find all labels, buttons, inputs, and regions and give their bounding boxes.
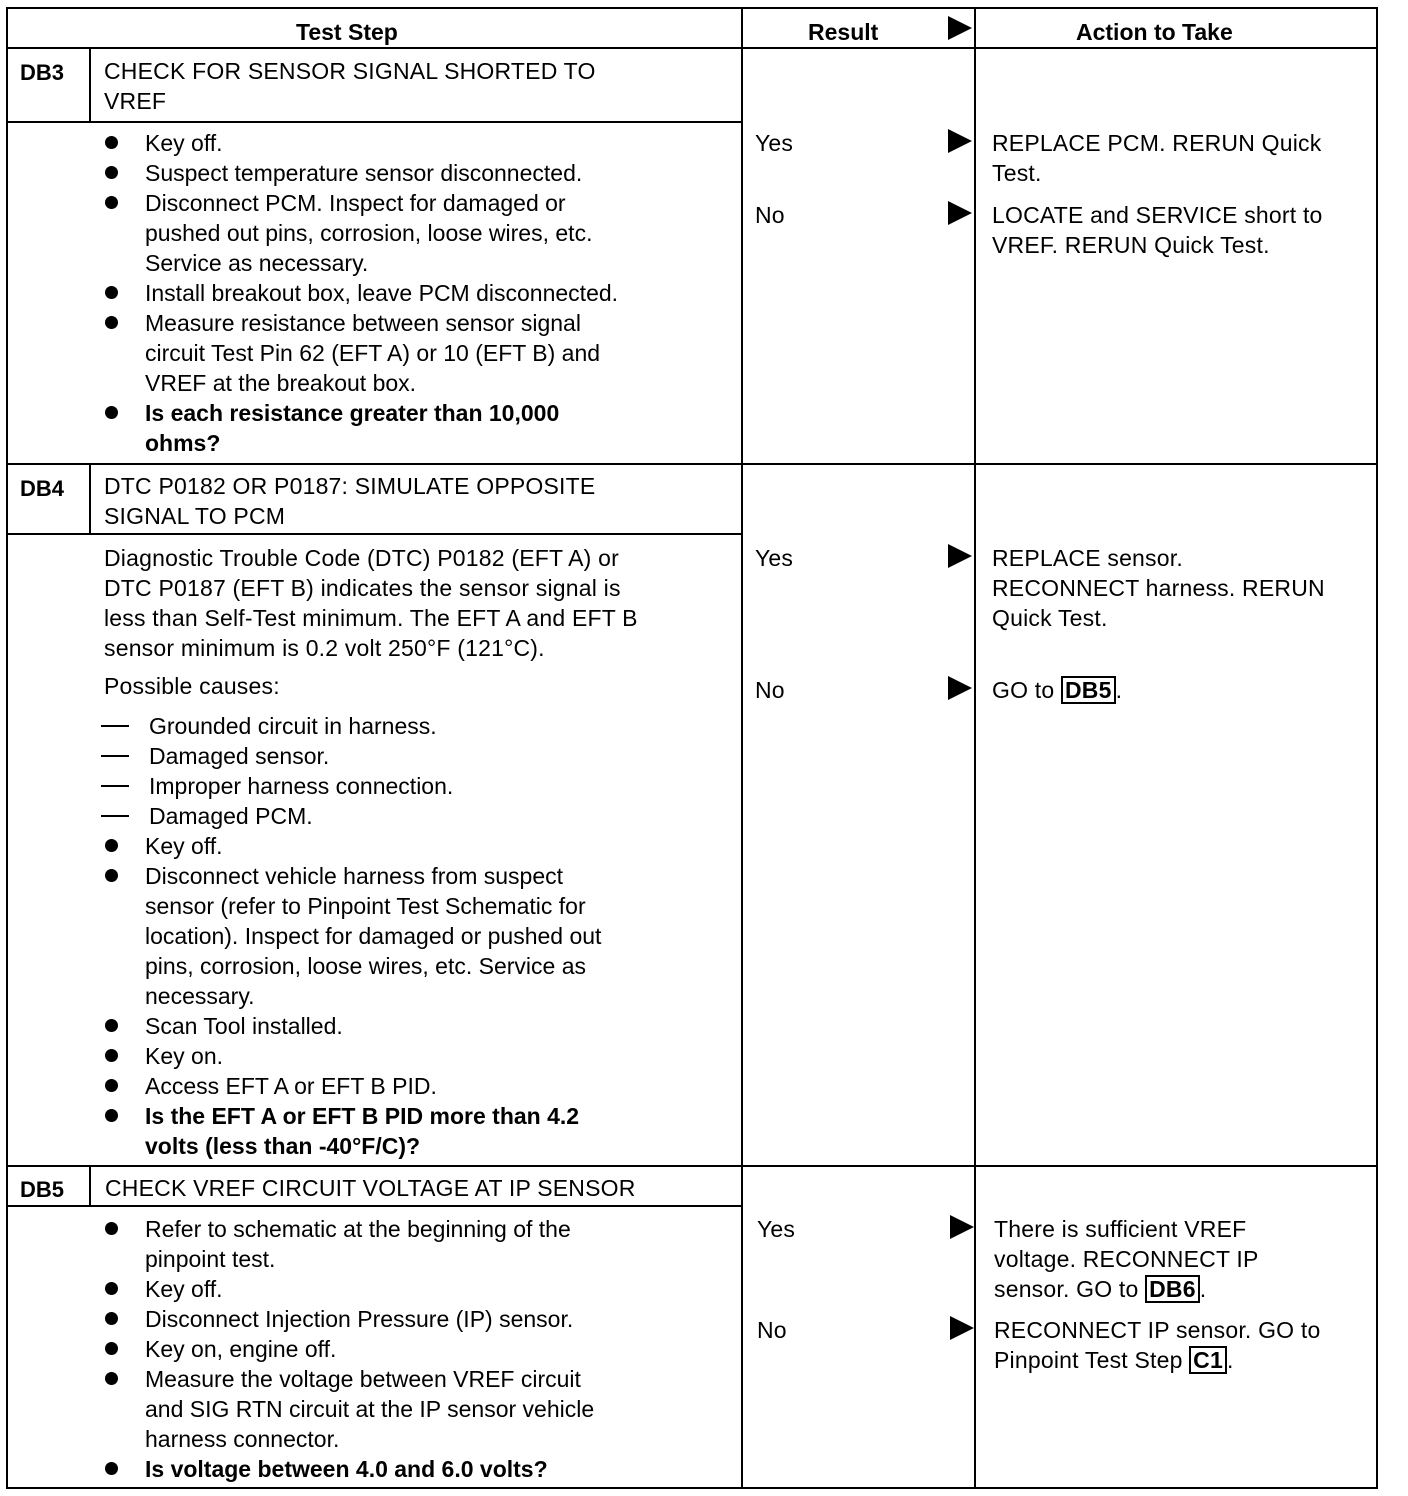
possible-causes-label: Possible causes: (104, 673, 280, 699)
table-border-top (6, 7, 1378, 9)
bullet-icon (105, 1312, 118, 1325)
column-divider-action (974, 7, 976, 1489)
result-no: No (755, 677, 785, 703)
row-divider-db4 (6, 463, 1378, 465)
bullet-icon (105, 1372, 118, 1385)
action-text: REPLACE PCM. RERUN Quick Test. (992, 130, 1322, 186)
code-cell-divider (89, 463, 91, 535)
step-title-db5: CHECK VREF CIRCUIT VOLTAGE AT IP SENSOR (105, 1175, 636, 1201)
dash-icon (101, 725, 129, 727)
bullet-icon (105, 1282, 118, 1295)
action-text: RECONNECT IP sensor. GO to Pinpoint Test Step C1 . (994, 1317, 1321, 1373)
step-code-db3: DB3 (20, 60, 65, 85)
dash-icon (101, 815, 129, 817)
bullet-icon (105, 839, 118, 852)
code-cell-divider (89, 1165, 91, 1207)
result-yes: Yes (755, 130, 794, 156)
bullet-icon (105, 1049, 118, 1062)
arrow-icon (950, 1215, 974, 1239)
step-title-db3: CHECK FOR SENSOR SIGNAL SHORTED TO VREF (104, 58, 596, 114)
bullet-icon (105, 406, 118, 419)
dash-icon (101, 755, 129, 757)
table-border-bottom (6, 1487, 1378, 1489)
bullet-icon (105, 1222, 118, 1235)
diagnostic-table: Test Step Result Action to Take DB3 CHECK FOR SENSOR SIGNAL SHORTED TO VREF Key off. Suspect temperature sensor disconnected. Disconnect PCM. Inspect for damaged or pushed out pins, corrosion, loose wires, etc. Service as necessary. Install breakout box, leave PCM disconnected. Measure resistance between sensor signal circuit Test Pin 62 (EFT A) or 10 (EFT B) and VREF at the breakout box. Is each resistance greater than 10,000 ohms? Yes REPLACE PCM. RERUN Quick Test. No LOCATE and SERVICE short to VREF. RERUN Quick Test. DB4 DTC P0182 OR P0187: SIMULATE OPPOSITE SIGNAL TO PCM Diagnostic Trouble Code (DTC) P0182 (EFT A) or DTC P0187 (EFT B) indicates the sensor signal is less than Self-Test minimum. The EFT A and EFT B sensor minimum is 0.2 volt 250°F (121°C). Possible causes: Grounded circuit in harness. Damaged sensor. Improper harness connection. Damaged PCM. Key off. Disconnect vehicle harness from suspect sensor (refer to Pinpoint Test Schematic for location). Inspect for damaged or pushed out pins, corrosion, loose wires, etc. Service as necessary. Scan Tool installed. Key on. Access EFT A or EFT B PID. Is the EFT A or EFT B PID more than 4.2 volts (less than -40°F/C)? Yes REPLACE sensor. RECONNECT harness. RERUN Quick Test. No GO to DB5 . DB5 CHECK VREF CIRCUIT VOLTAGE AT IP SENSOR Refer to schematic at the beginning of the pinpoint test. Key off. Disconnect Injection Pressure (IP) sensor. Key on, engine off. Measure the voltage between VREF circuit and SIG RTN circuit at the IP sensor vehicle harness connector. Is voltage between 4.0 and 6.0 volts? Yes There is sufficient VREF voltage. RECONNECT IP sensor. GO to DB6 . No RECONNECT IP sensor. GO to Pinpoint Test Step C1 . (6, 7, 1378, 1489)
arrow-icon (948, 544, 972, 568)
title-divider (6, 1205, 743, 1207)
title-divider (6, 533, 743, 535)
bullet-icon (105, 1019, 118, 1032)
code-cell-divider (89, 47, 91, 123)
arrow-icon (948, 201, 972, 225)
action-text: GO to DB5 . (992, 677, 1123, 703)
result-yes: Yes (755, 545, 794, 571)
bullet-icon (105, 286, 118, 299)
bullet-icon (105, 1079, 118, 1092)
dash-icon (101, 785, 129, 787)
bullet-icon (105, 136, 118, 149)
table-border-right (1376, 7, 1378, 1489)
title-divider (6, 121, 743, 123)
step-intro-db4: Diagnostic Trouble Code (DTC) P0182 (EFT A) or DTC P0187 (EFT B) indicates the sensor signal is less than Self-Test minimum. The EFT A and EFT B sensor minimum is 0.2 volt 250°F (121°C). (104, 545, 638, 661)
header-arrow-icon (948, 16, 972, 40)
bullet-icon (105, 1342, 118, 1355)
header-divider (6, 47, 1378, 49)
bullet-icon (105, 869, 118, 882)
step-code-db5: DB5 (20, 1177, 65, 1202)
action-text: There is sufficient VREF voltage. RECONNECT IP sensor. GO to DB6 . (994, 1216, 1259, 1302)
column-divider-result (741, 7, 743, 1489)
bullet-icon (105, 316, 118, 329)
bullet-icon (105, 196, 118, 209)
arrow-icon (948, 676, 972, 700)
step-reference-db5[interactable]: DB5 (1061, 676, 1116, 704)
header-test-step: Test Step (296, 19, 398, 45)
header-result: Result (808, 19, 879, 45)
row-divider-db5 (6, 1165, 1378, 1167)
table-border-left (6, 7, 8, 1489)
bullet-icon (105, 1109, 118, 1122)
header-action: Action to Take (1076, 19, 1233, 45)
step-reference-db6[interactable]: DB6 (1145, 1275, 1200, 1303)
result-yes: Yes (757, 1216, 796, 1242)
step-code-db4: DB4 (20, 476, 65, 501)
action-text: REPLACE sensor. RECONNECT harness. RERUN Quick Test. (992, 545, 1325, 631)
result-no: No (755, 202, 785, 228)
result-no: No (757, 1317, 787, 1343)
arrow-icon (950, 1316, 974, 1340)
bullet-icon (105, 166, 118, 179)
action-text: LOCATE and SERVICE short to VREF. RERUN Quick Test. (992, 202, 1323, 258)
bullet-icon (105, 1462, 118, 1475)
step-reference-c1[interactable]: C1 (1189, 1346, 1227, 1374)
arrow-icon (948, 129, 972, 153)
step-title-db4: DTC P0182 OR P0187: SIMULATE OPPOSITE SIGNAL TO PCM (104, 473, 596, 529)
